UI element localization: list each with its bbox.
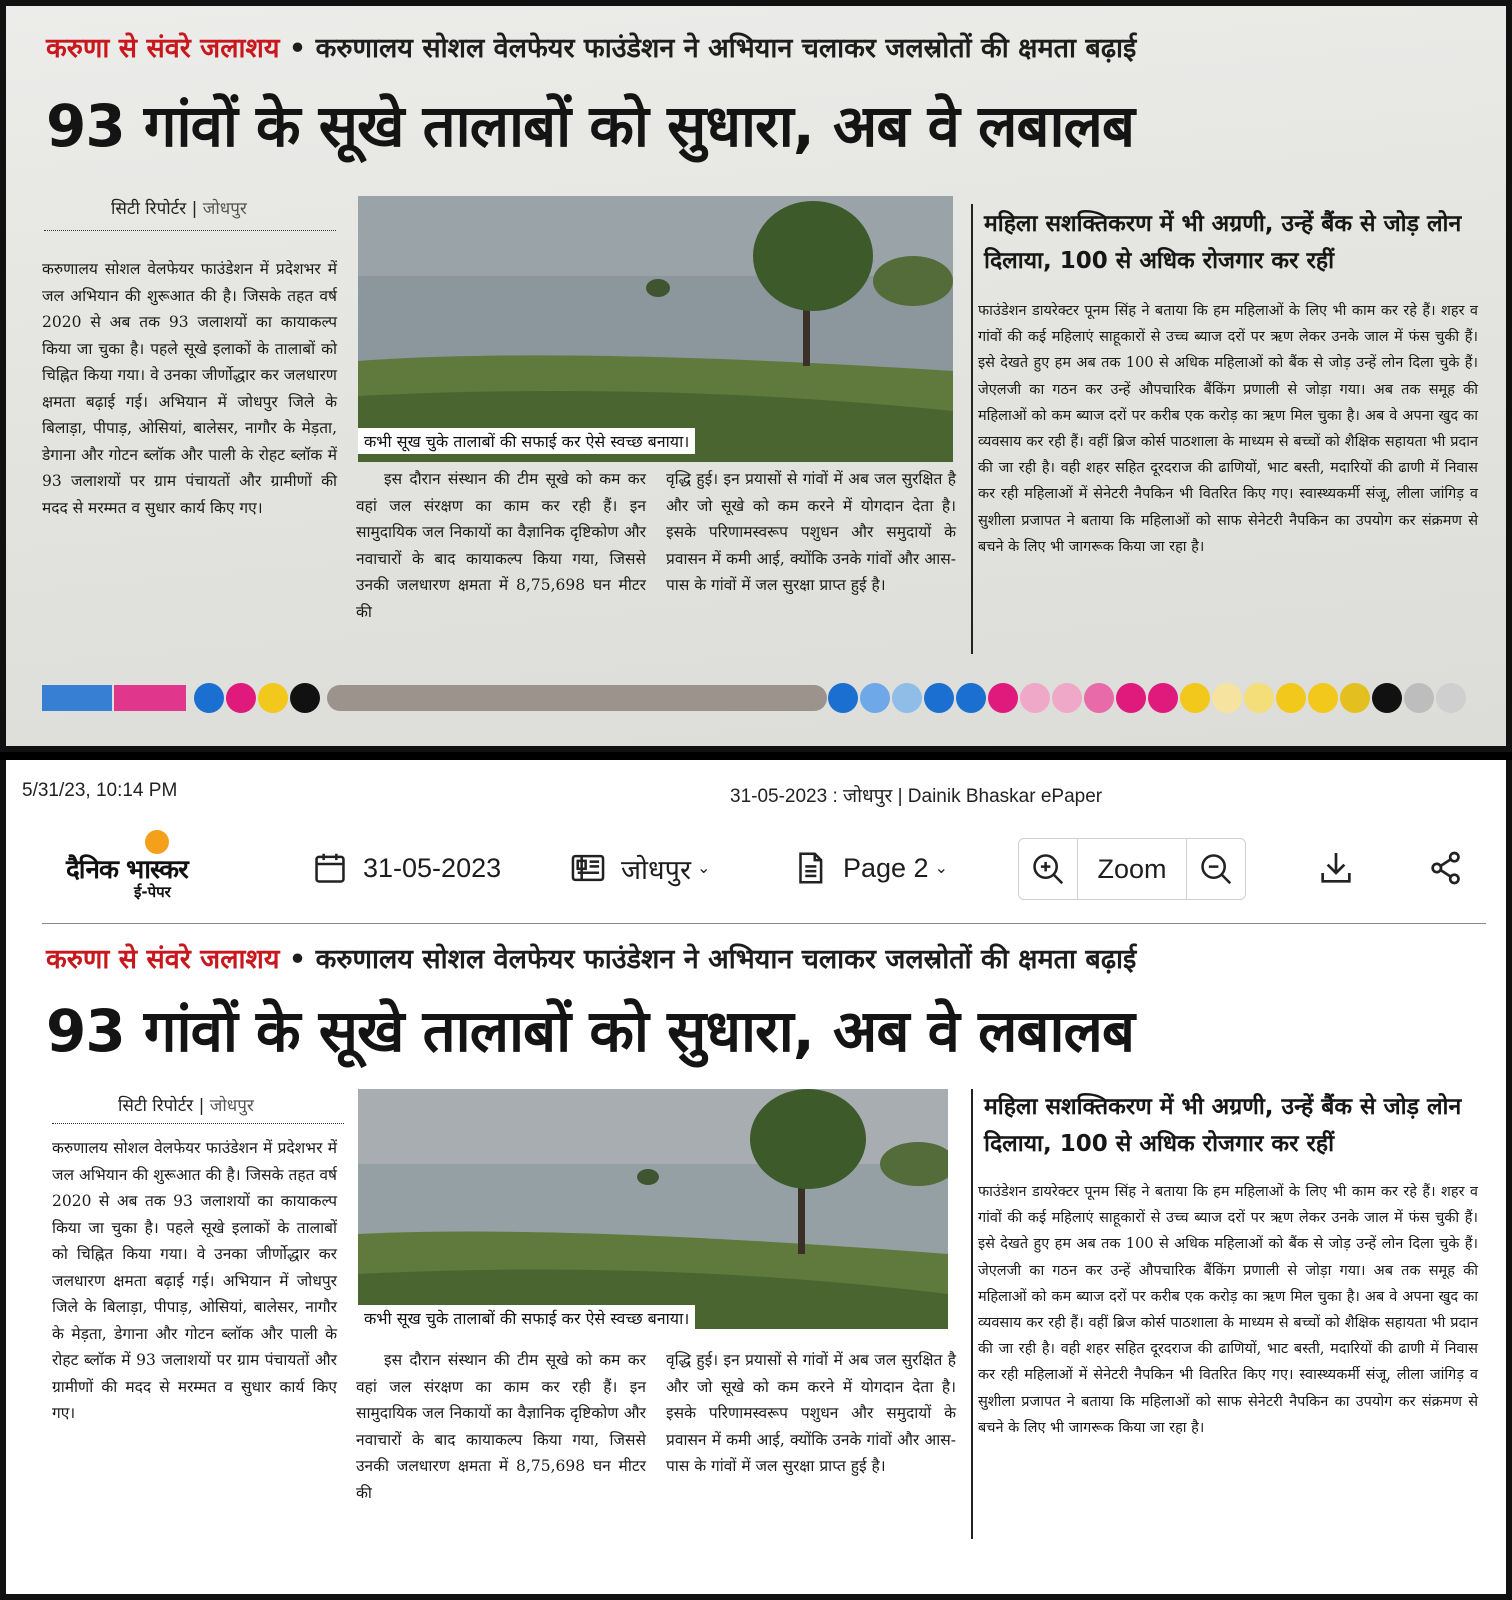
- headline: 93 गांवों के सूखे तालाबों को सुधारा, अब वे लबालब: [46, 997, 1134, 1065]
- kicker-bullet: •: [288, 944, 307, 975]
- byline-separator: |: [186, 199, 203, 219]
- download-button[interactable]: [1312, 844, 1360, 892]
- kicker-text: करुणालय सोशल वेलफेयर फाउंडेशन ने अभियान चलाकर जलस्रोतों की क्षमता बढ़ाई: [315, 944, 1137, 975]
- print-datetime: 5/31/23, 10:14 PM: [22, 780, 178, 801]
- byline: [118, 1093, 254, 1116]
- sidebar-headline: महिला सशक्तिकरण में भी अग्रणी, उन्हें बैंक से जोड़ लोन दिलाया, 100 से अधिक रोजगार कर रहीं: [984, 211, 1462, 274]
- edition-dropdown[interactable]: [569, 840, 710, 896]
- article-column-3: वृद्धि हुई। इन प्रयासों से गांवों में अब जल सुरक्षित है और जो सूखे को कम करने में योगदान देता है। इसके परिणामस्वरूप पशुधन और समुदायों के प्रवासन में कमी आई, क्योंकि उनके गांवों और आस-पास के गांवों में जल सुरक्षा प्राप्त हुई है।: [666, 1351, 956, 1475]
- print-header: [16, 780, 1496, 810]
- zoom-out-button[interactable]: [1187, 839, 1245, 899]
- byline-author: सिटी रिपोर्टर: [118, 1096, 194, 1116]
- article-column-1: करुणालय सोशल वेलफेयर फाउंडेशन में प्रदेशभर में जल अभियान की शुरूआत की है। जिसके तहत वर्ष 2020 से अब तक 93 जलाशयों का कायाकल्प किया जा चुका है। पहले सूखे इलाकों के तालाबों को चिह्नित किया गया। वे उनका जीर्णोद्धार कर जलधारण क्षमता बढ़ाई गई। अभियान में जोधपुर जिले के बिलाड़ा, पीपाड़, ओसियां, बालेसर, नागौर के मेड़ता, डेगाना और गोटन ब्लॉक और पाली के रोहट ब्लॉक में 93 जलाशयों पर ग्राम पंचायतों और ग्रामीणों की मदद से मरम्मत व सुधार कार्य किए गए।: [52, 1139, 337, 1422]
- article-column-3: वृद्धि हुई। इन प्रयासों से गांवों में अब जल सुरक्षित है और जो सूखे को कम करने में योगदान देता है। इसके परिणामस्वरूप पशुधन और समुदायों के प्रवासन में कमी आई, क्योंकि उनके गांवों और आस-पास के गांवों में जल सुरक्षा प्राप्त हुई है।: [666, 470, 956, 594]
- byline-divider: [52, 1123, 344, 1124]
- logo-name: दैनिक भास्कर: [66, 855, 188, 885]
- sidebar-divider: [971, 1089, 973, 1539]
- dainik-bhaskar-logo[interactable]: [66, 830, 246, 910]
- article-column-2: इस दौरान संस्थान की टीम सूखे को कम कर वहां जल संरक्षण का काम कर रही हैं। इन सामुदायिक जल निकायों का वैज्ञानिक दृष्टिकोण और नवाचारों के बाद कायाकल्प किया गया, जिससे उनकी जलधारण क्षमता में 8,75,698 घन मीटर की: [356, 1351, 646, 1502]
- sidebar-divider: [971, 204, 973, 654]
- zoom-in-button[interactable]: [1019, 839, 1077, 899]
- byline-separator: |: [193, 1096, 210, 1116]
- kicker-text: करुणालय सोशल वेलफेयर फाउंडेशन ने अभियान चलाकर जलस्रोतों की क्षमता बढ़ाई: [315, 33, 1137, 64]
- byline-divider: [44, 230, 336, 231]
- share-icon: [1426, 848, 1466, 888]
- zoom-out-icon: [1197, 850, 1235, 888]
- photo-caption: कभी सूख चुके तालाबों की सफाई कर ऐसे स्वच्छ बनाया।: [358, 1305, 695, 1331]
- kicker-red-label: करुणा से संवरे जलाशय: [46, 33, 280, 64]
- byline: [111, 196, 247, 219]
- date-picker-button[interactable]: [311, 840, 501, 896]
- article-column-1: करुणालय सोशल वेलफेयर फाउंडेशन में प्रदेशभर में जल अभियान की शुरूआत की है। जिसके तहत वर्ष 2020 से अब तक 93 जलाशयों का कायाकल्प किया जा चुका है। पहले सूखे इलाकों के तालाबों को चिह्नित किया गया। वे उनका जीर्णोद्धार कर जलधारण क्षमता बढ़ाई गई। अभियान में जोधपुर जिले के बिलाड़ा, पीपाड़, ओसियां, बालेसर, नागौर के मेड़ता, डेगाना और गोटन ब्लॉक और पाली के रोहट ब्लॉक में 93 जलाशयों पर ग्राम पंचायतों और ग्रामीणों की मदद से मरम्मत व सुधार कार्य किए गए।: [42, 260, 337, 517]
- chevron-down-icon: ⌄: [934, 860, 948, 877]
- kicker-bullet: •: [288, 33, 307, 64]
- article-column-2: इस दौरान संस्थान की टीम सूखे को कम कर वहां जल संरक्षण का काम कर रही हैं। इन सामुदायिक जल निकायों का वैज्ञानिक दृष्टिकोण और नवाचारों के बाद कायाकल्प किया गया, जिससे उनकी जलधारण क्षमता में 8,75,698 घन मीटर की: [356, 470, 646, 621]
- article-top-divider: [42, 923, 1486, 924]
- newspaper-photo: [0, 0, 1512, 752]
- byline-place: जोधपुर: [209, 1096, 254, 1116]
- kicker: [46, 939, 1136, 976]
- epaper-screenshot: [0, 760, 1512, 1600]
- kicker: [46, 28, 1136, 65]
- registration-color-strip: [42, 679, 1502, 715]
- page-dropdown[interactable]: [791, 840, 948, 896]
- lake-photo: [358, 196, 953, 462]
- print-page-title: 31-05-2023 : जोधपुर | Dainik Bhaskar ePaper: [730, 786, 1103, 807]
- logo-subtitle: ई-पेपर: [134, 883, 171, 901]
- page-label: Page 2: [843, 852, 929, 883]
- sidebar-headline: महिला सशक्तिकरण में भी अग्रणी, उन्हें बैंक से जोड़ लोन दिलाया, 100 से अधिक रोजगार कर रहीं: [984, 1094, 1462, 1157]
- chevron-down-icon: ⌄: [697, 860, 711, 877]
- date-label: 31-05-2023: [363, 852, 502, 883]
- newspaper-icon: [569, 849, 607, 887]
- download-icon: [1316, 848, 1356, 888]
- zoom-in-icon: [1029, 850, 1067, 888]
- photo-caption: कभी सूख चुके तालाबों की सफाई कर ऐसे स्वच्छ बनाया।: [358, 428, 695, 454]
- edition-label: जोधपुर: [621, 854, 692, 885]
- sidebar-body: फाउंडेशन डायरेक्टर पूनम सिंह ने बताया कि हम महिलाओं के लिए भी काम कर रहे हैं। शहर व गांवों की कई महिलाएं साहूकारों से उच्च ब्याज दरों पर ऋण लेकर उनके जाल में फंस चुकी हैं। इसे देखते हुए हम अब तक 100 से अधिक महिलाओं को बैंक से जोड़ उन्हें लोन दिला चुके हैं। जेएलजी का गठन कर उन्हें औपचारिक बैंकिंग प्रणाली से जोड़ा गया। अब तक समूह की महिलाओं को कम ब्याज दरों पर करीब एक करोड़ का ऋण मिल चुका है। अब वे अपना खुद का व्यवसाय कर रही हैं। वहीं ब्रिज कोर्स पाठशाला के माध्यम से बच्चों को शैक्षिक सहायता भी प्रदान की जा रही है। वही शहर सहित दूरदराज की ढाणियों, भाट बस्ती, मदारियों की ढाणी में निवास कर रही महिलाओं में सेनेटरी नैपकिन भी वितरित किए गए। स्वास्थ्यकर्मी संजू, लीला जांगिड़ व सुशीला प्रजापत ने बताया कि महिलाओं को साफ सेनेटरी नैपकिन का उपयोग कर संक्रमण से बचने के लिए भी जागरूक किया जा रहा है।: [978, 1184, 1478, 1436]
- byline-author: सिटी रिपोर्टर: [111, 199, 187, 219]
- document-icon: [791, 849, 829, 887]
- epaper-toolbar: [6, 830, 1506, 910]
- zoom-control: [1018, 838, 1246, 900]
- headline: 93 गांवों के सूखे तालाबों को सुधारा, अब वे लबालब: [46, 92, 1134, 160]
- epaper-article: [6, 923, 1512, 1599]
- share-button[interactable]: [1422, 844, 1470, 892]
- kicker-red-label: करुणा से संवरे जलाशय: [46, 944, 280, 975]
- calendar-icon: [311, 849, 349, 887]
- zoom-label: Zoom: [1077, 839, 1187, 899]
- lake-photo: [358, 1089, 948, 1329]
- sidebar-body: फाउंडेशन डायरेक्टर पूनम सिंह ने बताया कि हम महिलाओं के लिए भी काम कर रहे हैं। शहर व गांवों की कई महिलाएं साहूकारों से उच्च ब्याज दरों पर ऋण लेकर उनके जाल में फंस चुकी हैं। इसे देखते हुए हम अब तक 100 से अधिक महिलाओं को बैंक से जोड़ उन्हें लोन दिला चुके हैं। जेएलजी का गठन कर उन्हें औपचारिक बैंकिंग प्रणाली से जोड़ा गया। अब तक समूह की महिलाओं को कम ब्याज दरों पर करीब एक करोड़ का ऋण मिल चुका है। अब वे अपना खुद का व्यवसाय कर रही हैं। वहीं ब्रिज कोर्स पाठशाला के माध्यम से बच्चों को शैक्षिक सहायता भी प्रदान की जा रही है। वही शहर सहित दूरदराज की ढाणियों, भाट बस्ती, मदारियों की ढाणी में निवास कर रही महिलाओं में सेनेटरी नैपकिन भी वितरित किए गए। स्वास्थ्यकर्मी संजू, लीला जांगिड़ व सुशीला प्रजापत ने बताया कि महिलाओं को साफ सेनेटरी नैपकिन का उपयोग कर संक्रमण से बचने के लिए भी जागरूक किया जा रहा है।: [978, 303, 1478, 555]
- byline-place: जोधपुर: [202, 199, 247, 219]
